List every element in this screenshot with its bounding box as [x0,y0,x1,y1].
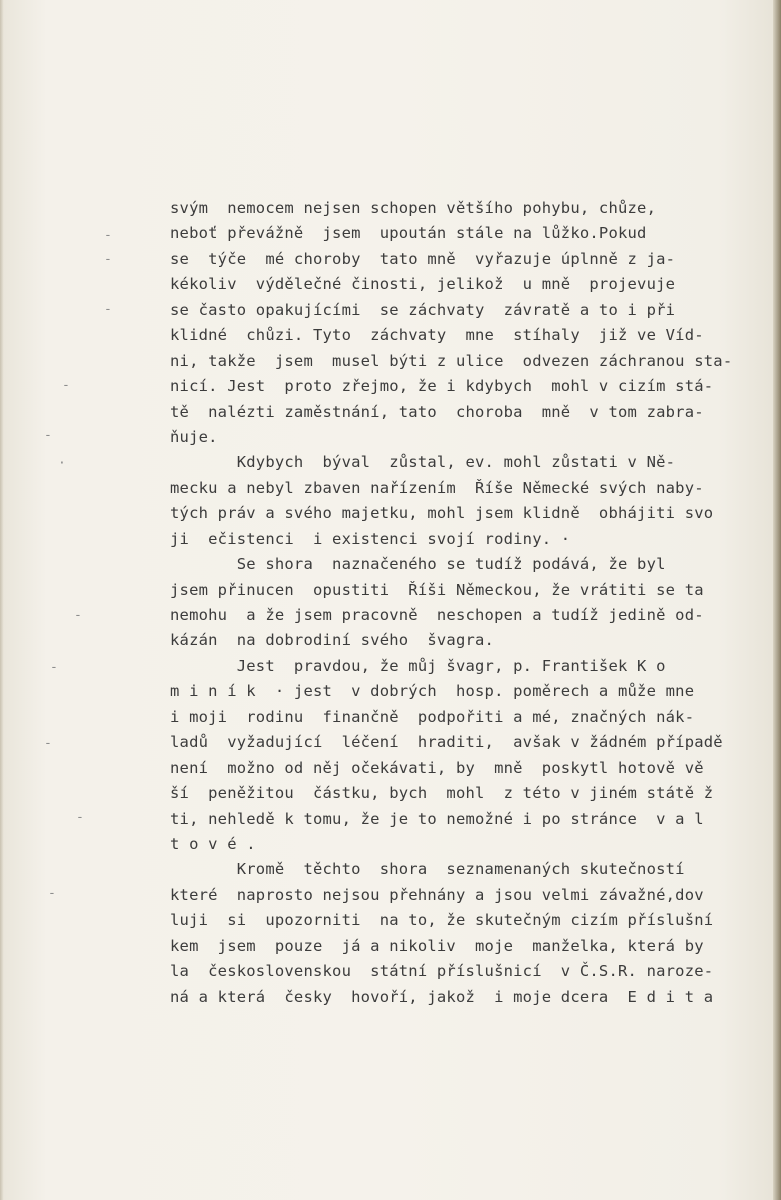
text-line: klidné chůzi. Tyto záchvaty mne stíhaly již ve Víd- [170,326,704,345]
text-line: kem jsem pouze já a nikoliv moje manželka, která by [170,936,704,955]
text-line: la československou státní příslušnicí v Č.S.R. naroze- [170,962,714,981]
text-line: svým nemocem nejsen schopen většího pohybu, chůze, [170,199,657,217]
text-line: se týče mé choroby tato mně vyřazuje úplnně z ja- [170,249,676,268]
text-line: ti, nehledě k tomu, že je to nemožné i po stránce v a l [170,809,704,828]
text-line: nemohu a že jsem pracovně neschopen a tudíž jedině od- [170,606,704,624]
text-line: nicí. Jest proto zřejmo, že i kdybych mohl v cizím stá- [170,377,714,396]
text-line: ladů vyžadující léčení hraditi, avšak v žádném případě [170,733,723,752]
text-line: i moji rodinu finančně podpořiti a mé, značných nák- [170,707,695,726]
margin-mark: - [44,428,52,443]
text-line: Kromě těchto shora seznamenaných skutečností [170,860,685,879]
text-line: kékoliv výdělečné činosti, jelikož u mně projevuje [170,275,676,294]
margin-mark: - [76,810,84,825]
text-line: tých práv a svého majetku, mohl jsem klidně obhájiti svo [170,504,714,523]
text-line: Kdybych býval zůstal, ev. mohl zůstati v Ně- [170,453,676,472]
text-line: ná a která česky hovoří, jakož i moje dcera E d i t a [170,987,714,1006]
page-left-edge [0,0,4,1200]
margin-mark: - [74,608,82,623]
text-line: luji si upozorniti na to, že skutečným cizím příslušní [170,911,714,930]
text-line: jsem přinucen opustiti Říši Německou, že vrátiti se ta [170,580,704,599]
text-line: Jest pravdou, že můj švagr, p. František K o [170,656,666,675]
margin-mark: · [58,456,66,471]
text-line: kázán na dobrodiní svého švagra. [170,631,495,650]
text-line: se často opakujícími se záchvaty závratě a to i při [170,300,676,319]
text-line: neboť převážně jsem upoután stále na lůžko.Pokud [170,224,647,243]
margin-mark: - [104,302,112,317]
margin-mark: - [104,228,112,243]
text-line: tě nalézti zaměstnání, tato choroba mně v tom zabra- [170,402,704,421]
margin-mark: - [50,660,58,675]
margin-mark: - [48,886,56,901]
text-line: m i n í k · jest v dobrých hosp. poměrech a může mne [170,682,695,701]
text-line: mecku a nebyl zbaven nařízením Říše Německé svých naby- [170,478,704,497]
text-line: není možno od něj očekávati, by mně poskytl hotově vě [170,758,704,777]
text-line: které naprosto nejsou přehnány a jsou velmi závažné,dov [170,885,704,904]
text-line: ni, takže jsem musel býti z ulice odvezen záchranou sta- [170,351,733,370]
typed-text-body [170,196,781,1010]
margin-mark: - [104,252,112,267]
margin-mark: - [62,378,70,393]
text-line: t o v é . [170,834,256,853]
margin-mark: - [44,736,52,751]
text-line: ší peněžitou částku, bych mohl z této v jiném státě ž [170,784,714,803]
text-line: ji ečistenci i existenci svojí rodiny. · [170,529,571,548]
text-line: Se shora naznačeného se tudíž podává, že byl [170,555,666,574]
text-line: ňuje. [170,427,218,446]
